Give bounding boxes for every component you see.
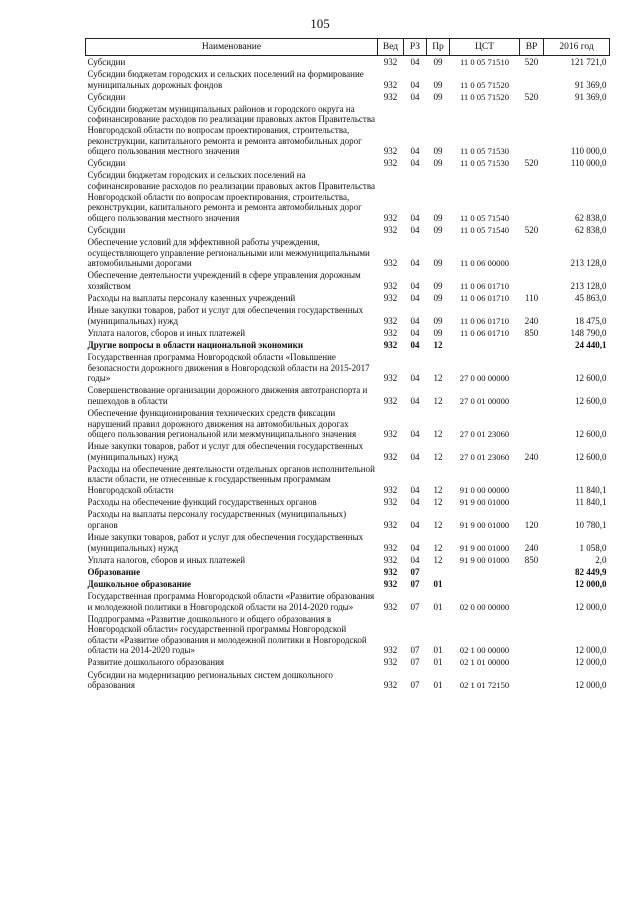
row-pr: 12 (433, 395, 443, 406)
header-cst: ЦСТ (450, 39, 520, 56)
table-row (86, 68, 610, 91)
row-ved: 932 (383, 315, 398, 326)
row-ved: 932 (383, 91, 398, 102)
row-amount: 12 000,0 (575, 578, 607, 589)
row-rz: 04 (410, 395, 420, 406)
row-name: Обеспечение деятельности учреждений в сфере управления дорожным хозяйством (87, 270, 361, 291)
row-pr: 09 (433, 212, 443, 223)
row-pr (427, 566, 450, 578)
header-ved: Вед (378, 39, 404, 56)
row-name: Субсидии (87, 91, 126, 102)
table-row (86, 669, 610, 692)
row-amount: 91 369,0 (575, 91, 607, 102)
row-pr: 01 (433, 680, 443, 691)
row-amount: 121 721,0 (570, 57, 607, 67)
row-pr: 12 (433, 485, 443, 496)
row-pr: 09 (433, 327, 443, 338)
table-row (86, 91, 610, 103)
row-vr (520, 269, 544, 292)
row-rz: 04 (410, 429, 420, 440)
row-vr: 850 (524, 327, 539, 338)
row-amount: 91 369,0 (575, 79, 607, 90)
row-ved: 932 (383, 578, 398, 589)
row-ved: 932 (383, 339, 398, 350)
table-row (86, 407, 610, 440)
row-amount: 12 000,0 (575, 645, 607, 656)
row-rz: 04 (410, 158, 420, 169)
row-rz: 04 (410, 485, 420, 496)
row-vr: 520 (524, 57, 539, 67)
row-name: Уплата налогов, сборов и иных платежей (87, 554, 246, 565)
row-vr (520, 463, 544, 496)
row-rz: 04 (410, 224, 420, 235)
row-ved: 932 (383, 79, 398, 90)
row-pr: 09 (433, 224, 443, 235)
row-rz: 04 (410, 339, 420, 350)
header-pr: Пр (427, 39, 450, 56)
row-amount: 11 840,1 (575, 497, 607, 508)
row-rz: 07 (410, 645, 420, 656)
row-vr (520, 496, 544, 508)
row-pr: 12 (433, 497, 443, 508)
row-pr: 12 (433, 339, 443, 350)
row-rz: 07 (410, 601, 420, 612)
row-cst: 02 1 01 72150 (459, 680, 510, 691)
header-vr: ВР (520, 39, 544, 56)
row-amount: 10 780,1 (575, 519, 607, 530)
page-number: 105 (310, 16, 330, 31)
row-amount: 24 440,1 (575, 339, 607, 350)
row-cst: 91 0 00 00000 (459, 485, 510, 496)
row-ved: 932 (383, 657, 398, 668)
row-rz: 04 (410, 212, 420, 223)
row-vr: 520 (524, 91, 539, 102)
row-vr (520, 68, 544, 91)
row-pr: 09 (433, 57, 443, 67)
table-row (86, 292, 610, 304)
row-amount: 213 128,0 (570, 280, 607, 291)
table-row (86, 613, 610, 657)
row-amount: 12 600,0 (575, 373, 607, 384)
row-cst: 11 0 05 71540 (459, 224, 510, 235)
row-vr (520, 566, 544, 578)
header-name: Наименование (86, 39, 378, 56)
row-vr (520, 384, 544, 407)
row-ved: 932 (383, 566, 398, 577)
row-cst: 11 0 06 01710 (459, 280, 510, 291)
table-row (86, 384, 610, 407)
table-row (86, 496, 610, 508)
row-ved: 932 (383, 601, 398, 612)
row-name: Другие вопросы в области национальной экономики (87, 339, 304, 350)
header-rz: РЗ (404, 39, 427, 56)
row-amount: 148 790,0 (570, 327, 607, 338)
row-vr (520, 103, 544, 157)
row-cst: 91 9 00 01000 (459, 519, 510, 530)
row-vr: 240 (524, 542, 539, 553)
row-name: Расходы на выплаты персоналу государственных (муниципальных) органов (87, 509, 347, 530)
row-ved: 932 (383, 57, 398, 67)
row-rz: 04 (410, 554, 420, 565)
row-ved: 932 (383, 292, 398, 303)
row-amount: 18 475,0 (575, 315, 607, 326)
row-pr: 12 (433, 542, 443, 553)
row-ved: 932 (383, 451, 398, 462)
row-name: Совершенствование организации дорожного движения автотранспорта и пешеходов в области (87, 385, 368, 406)
table-row (86, 169, 610, 223)
row-ved: 932 (383, 519, 398, 530)
table-row (86, 157, 610, 169)
row-rz: 04 (410, 91, 420, 102)
row-name: Обеспечение условий для эффективной работы учреждения, осуществляющего управление региональными или межмуниципальными автомобильными дорогами (87, 237, 370, 269)
row-name: Субсидии (87, 57, 126, 67)
row-rz: 07 (410, 680, 420, 691)
row-pr: 12 (433, 519, 443, 530)
table-row (86, 351, 610, 384)
row-cst (450, 566, 520, 578)
row-ved: 932 (383, 258, 398, 269)
budget-table (85, 38, 610, 691)
row-name: Дошкольное образование (87, 578, 192, 589)
row-name: Субсидии бюджетам городских и сельских поселений на формирование муниципальных дорожных фондов (87, 69, 364, 90)
row-cst: 11 0 05 71520 (459, 79, 510, 90)
row-cst: 11 0 06 00000 (459, 258, 510, 269)
row-pr: 12 (433, 554, 443, 565)
row-rz: 04 (410, 451, 420, 462)
row-rz: 04 (410, 280, 420, 291)
table-header-row (86, 39, 610, 56)
header-year: 2016 год (544, 39, 610, 56)
row-rz: 07 (410, 566, 420, 577)
row-rz: 04 (410, 542, 420, 553)
row-cst: 27 0 00 00000 (459, 373, 510, 384)
row-pr: 01 (433, 657, 443, 668)
row-pr: 09 (433, 292, 443, 303)
row-rz: 04 (410, 292, 420, 303)
row-name: Уплата налогов, сборов и иных платежей (87, 327, 246, 338)
row-cst (450, 339, 520, 351)
row-ved: 932 (383, 680, 398, 691)
row-rz: 04 (410, 258, 420, 269)
row-amount: 45 863,0 (575, 292, 607, 303)
table-row (86, 554, 610, 566)
row-name: Развитие дошкольного образования (87, 657, 225, 668)
row-cst: 02 1 00 00000 (459, 645, 510, 656)
row-rz: 04 (410, 79, 420, 90)
row-ved: 932 (383, 645, 398, 656)
row-ved: 932 (383, 542, 398, 553)
row-rz: 04 (410, 57, 420, 67)
row-vr: 120 (524, 519, 539, 530)
table-row (86, 590, 610, 613)
row-name: Иные закупки товаров, работ и услуг для обеспечения государственных (муниципальных) нужд (87, 305, 364, 326)
table-row (86, 56, 610, 69)
row-amount: 213 128,0 (570, 258, 607, 269)
row-cst: 27 0 01 23060 (459, 451, 510, 462)
row-rz: 04 (410, 373, 420, 384)
row-ved: 932 (383, 146, 398, 157)
row-cst: 11 0 06 01710 (459, 292, 510, 303)
row-name: Иные закупки товаров, работ и услуг для обеспечения государственных (муниципальных) нужд (87, 441, 364, 462)
row-name: Субсидии на модернизацию региональных систем дошкольного образования (87, 669, 333, 691)
row-amount: 12 000,0 (575, 601, 607, 612)
row-cst: 11 0 05 71520 (459, 91, 510, 102)
row-vr: 110 (524, 292, 539, 303)
row-rz: 07 (410, 578, 420, 589)
row-vr: 520 (524, 224, 539, 235)
row-amount: 2,0 (595, 554, 607, 565)
row-rz: 04 (410, 315, 420, 326)
table-row (86, 656, 610, 668)
row-vr (520, 169, 544, 223)
row-pr: 09 (433, 91, 443, 102)
row-cst: 02 1 01 00000 (459, 657, 510, 668)
row-ved: 932 (383, 327, 398, 338)
table-row (86, 327, 610, 339)
row-cst: 91 9 00 01000 (459, 497, 510, 508)
row-vr (520, 339, 544, 351)
row-amount: 62 838,0 (575, 224, 607, 235)
row-vr (520, 590, 544, 613)
row-vr: 850 (524, 554, 539, 565)
row-rz: 04 (410, 519, 420, 530)
row-amount: 12 000,0 (575, 657, 607, 668)
row-rz: 04 (410, 146, 420, 157)
row-amount: 12 600,0 (575, 395, 607, 406)
row-cst: 11 0 06 01710 (459, 327, 510, 338)
row-name: Расходы на обеспечение функций государственных органов (87, 497, 317, 508)
row-name: Субсидии (87, 224, 126, 235)
row-name: Субсидии (87, 158, 126, 169)
row-ved: 932 (383, 429, 398, 440)
row-ved: 932 (383, 395, 398, 406)
table-row (86, 440, 610, 463)
table-row (86, 339, 610, 351)
row-rz: 07 (410, 657, 420, 668)
row-vr (520, 669, 544, 692)
table-body (86, 56, 610, 692)
row-pr: 01 (433, 601, 443, 612)
row-cst: 02 0 00 00000 (459, 601, 510, 612)
row-name: Обеспечение функционирования технических средств фиксации нарушений правил дорожного движения на автомобильных дорогах общего пользования региональной или межмуниципального значения (87, 407, 357, 440)
row-rz: 04 (410, 327, 420, 338)
row-amount: 82 449,9 (575, 566, 607, 577)
row-ved: 932 (383, 497, 398, 508)
row-amount: 12 600,0 (575, 451, 607, 462)
row-cst: 91 9 00 01000 (459, 554, 510, 565)
row-vr (520, 351, 544, 384)
row-amount: 110 000,0 (570, 158, 607, 169)
row-cst: 91 9 00 01000 (459, 542, 510, 553)
table-row (86, 463, 610, 496)
row-vr: 240 (524, 451, 539, 462)
table-row (86, 531, 610, 554)
row-ved: 932 (383, 373, 398, 384)
table-row (86, 566, 610, 578)
row-name: Расходы на обеспечение деятельности отдельных органов исполнительной власти области, не отнесенные к государственным программам Новгородской области (87, 463, 375, 496)
row-pr: 12 (433, 451, 443, 462)
table-row (86, 269, 610, 292)
row-name: Образование (87, 566, 141, 577)
row-amount: 1 058,0 (579, 542, 607, 553)
row-ved: 932 (383, 554, 398, 565)
row-amount: 12 600,0 (575, 429, 607, 440)
row-name: Государственная программа Новгородской области «Повышение безопасности дорожного движения в Новгородской области на 2015-2017 годы» (87, 351, 370, 384)
row-vr (520, 236, 544, 269)
row-cst (450, 578, 520, 590)
table-row (86, 304, 610, 327)
table-row (86, 508, 610, 531)
row-ved: 932 (383, 280, 398, 291)
row-ved: 932 (383, 485, 398, 496)
row-pr: 01 (433, 645, 443, 656)
row-cst: 11 0 05 71540 (459, 212, 510, 223)
row-vr: 240 (524, 315, 539, 326)
row-amount: 110 000,0 (570, 146, 607, 157)
row-ved: 932 (383, 158, 398, 169)
row-vr (520, 656, 544, 668)
row-pr: 01 (433, 578, 443, 589)
row-pr: 12 (433, 373, 443, 384)
row-vr (520, 578, 544, 590)
row-cst: 11 0 05 71530 (459, 158, 510, 169)
table-row (86, 103, 610, 157)
row-cst: 11 0 05 71510 (459, 57, 510, 67)
row-vr (520, 613, 544, 657)
row-cst: 11 0 05 71530 (459, 146, 510, 157)
row-pr: 09 (433, 280, 443, 291)
row-name: Субсидии бюджетам городских и сельских поселений на софинансирование расходов по реализации правовых актов Правительства Новгородской области по вопросам проектирования, строительства, реконструкции, капитального ремонта и ремонта автомобильных дорог общего пользования местного значения (87, 170, 375, 223)
row-amount: 62 838,0 (575, 212, 607, 223)
row-pr: 12 (433, 429, 443, 440)
row-ved: 932 (383, 212, 398, 223)
row-name: Субсидии бюджетам муниципальных районов и городского округа на софинансирование расходов по реализации правовых актов Правительства Новгородской области по вопросам проектирования, строительства, реконструкции, капитального ремонта и ремонта автомобильных дорог общего пользования местного значения (87, 103, 375, 157)
row-name: Расходы на выплаты персоналу казенных учреждений (87, 292, 296, 303)
row-rz: 04 (410, 497, 420, 508)
row-cst: 27 0 01 23060 (459, 429, 510, 440)
row-vr: 520 (524, 158, 539, 169)
row-name: Подпрограмма «Развитие дошкольного и общего образования в Новгородской области» государственной программы Новгородской области «Развитие образования и молодежной политики в Новгородской области на 2014-2020 годы» (87, 613, 367, 656)
row-name: Иные закупки товаров, работ и услуг для обеспечения государственных (муниципальных) нужд (87, 531, 364, 553)
row-pr: 09 (433, 315, 443, 326)
row-pr: 09 (433, 146, 443, 157)
row-ved: 932 (383, 224, 398, 235)
row-name: Государственная программа Новгородской области «Развитие образования и молодежной политики в Новгородской области на 2014-2020 годы» (87, 590, 375, 612)
row-cst: 11 0 06 01710 (459, 315, 510, 326)
row-pr: 09 (433, 258, 443, 269)
row-pr: 09 (433, 79, 443, 90)
table-row (86, 578, 610, 590)
table-row (86, 236, 610, 269)
row-cst: 27 0 01 00000 (459, 395, 510, 406)
row-amount: 11 840,1 (575, 485, 607, 496)
row-pr: 09 (433, 158, 443, 169)
row-amount: 12 000,0 (575, 680, 607, 691)
table-row (86, 224, 610, 236)
row-vr (520, 407, 544, 440)
